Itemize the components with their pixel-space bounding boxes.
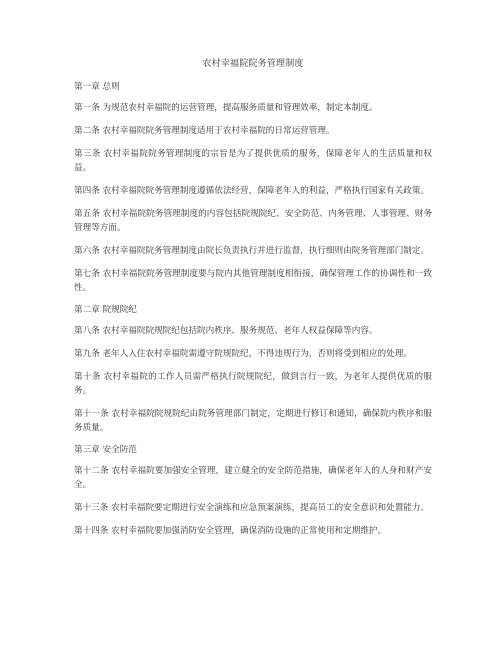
chapter-heading: 第二章 院规院纪 xyxy=(74,305,137,315)
article-paragraph: 第九条 老年人入住农村幸福院需遵守院规院纪，不得违规行为，否则将受到相应的处理。 xyxy=(74,349,412,359)
article-paragraph: 第十条 农村幸福院的工作人员需严格执行院规院纪，做到言行一致，为老年人提供优质的服务。 xyxy=(74,372,432,396)
article-paragraph: 第六条 农村幸福院院务管理制度由院长负责执行并进行监督，执行细则由院务管理部门制定。 xyxy=(74,246,430,256)
article-paragraph: 第一条 为规范农村幸福院的运营管理，提高服务质量和管理效率，制定本制度。 xyxy=(74,103,378,113)
article-paragraph: 第八条 农村幸福院院规院纪包括院内秩序、服务规范、老年人权益保障等内容。 xyxy=(74,326,378,336)
chapter-heading: 第三章 安全防范 xyxy=(74,445,137,455)
article-paragraph: 第四条 农村幸福院院务管理制度遵循依法经营，保障老年人的利益，严格执行国家有关政策。 xyxy=(74,186,430,196)
article-paragraph: 第二条 农村幸福院院务管理制度适用于农村幸福院的日常运营管理。 xyxy=(74,126,335,136)
article-paragraph: 第五条 农村幸福院院务管理制度的内容包括院规院纪、安全防范、内务管理、人事管理、财务管理等方面。 xyxy=(74,209,432,233)
article-paragraph: 第十三条 农村幸福院要定期进行安全演练和应急预案演练，提高员工的安全意识和处置能力。 xyxy=(74,503,430,513)
article-paragraph: 第十二条 农村幸福院要加强安全管理，建立健全的安全防范措施，确保老年人的人身和财产安全。 xyxy=(74,466,432,490)
article-paragraph: 第七条 农村幸福院院务管理制度要与院内其他管理制度相衔接，确保管理工作的协调性和一致性。 xyxy=(74,269,432,293)
article-paragraph: 第十四条 农村幸福院要加强消防安全管理，确保消防设施的正常使用和定期维护。 xyxy=(74,526,387,536)
chapter-heading: 第一章 总则 xyxy=(74,82,120,92)
article-paragraph: 第十一条 农村幸福院院规院纪由院务管理部门制定，定期进行修订和通知，确保院内秩序和服务质量。 xyxy=(74,409,432,433)
document-title: 农村幸福院院务管理制度 xyxy=(202,59,304,69)
article-paragraph: 第三条 农村幸福院院务管理制度的宗旨是为了提供优质的服务，保障老年人的生活质量和权益。 xyxy=(74,149,432,173)
